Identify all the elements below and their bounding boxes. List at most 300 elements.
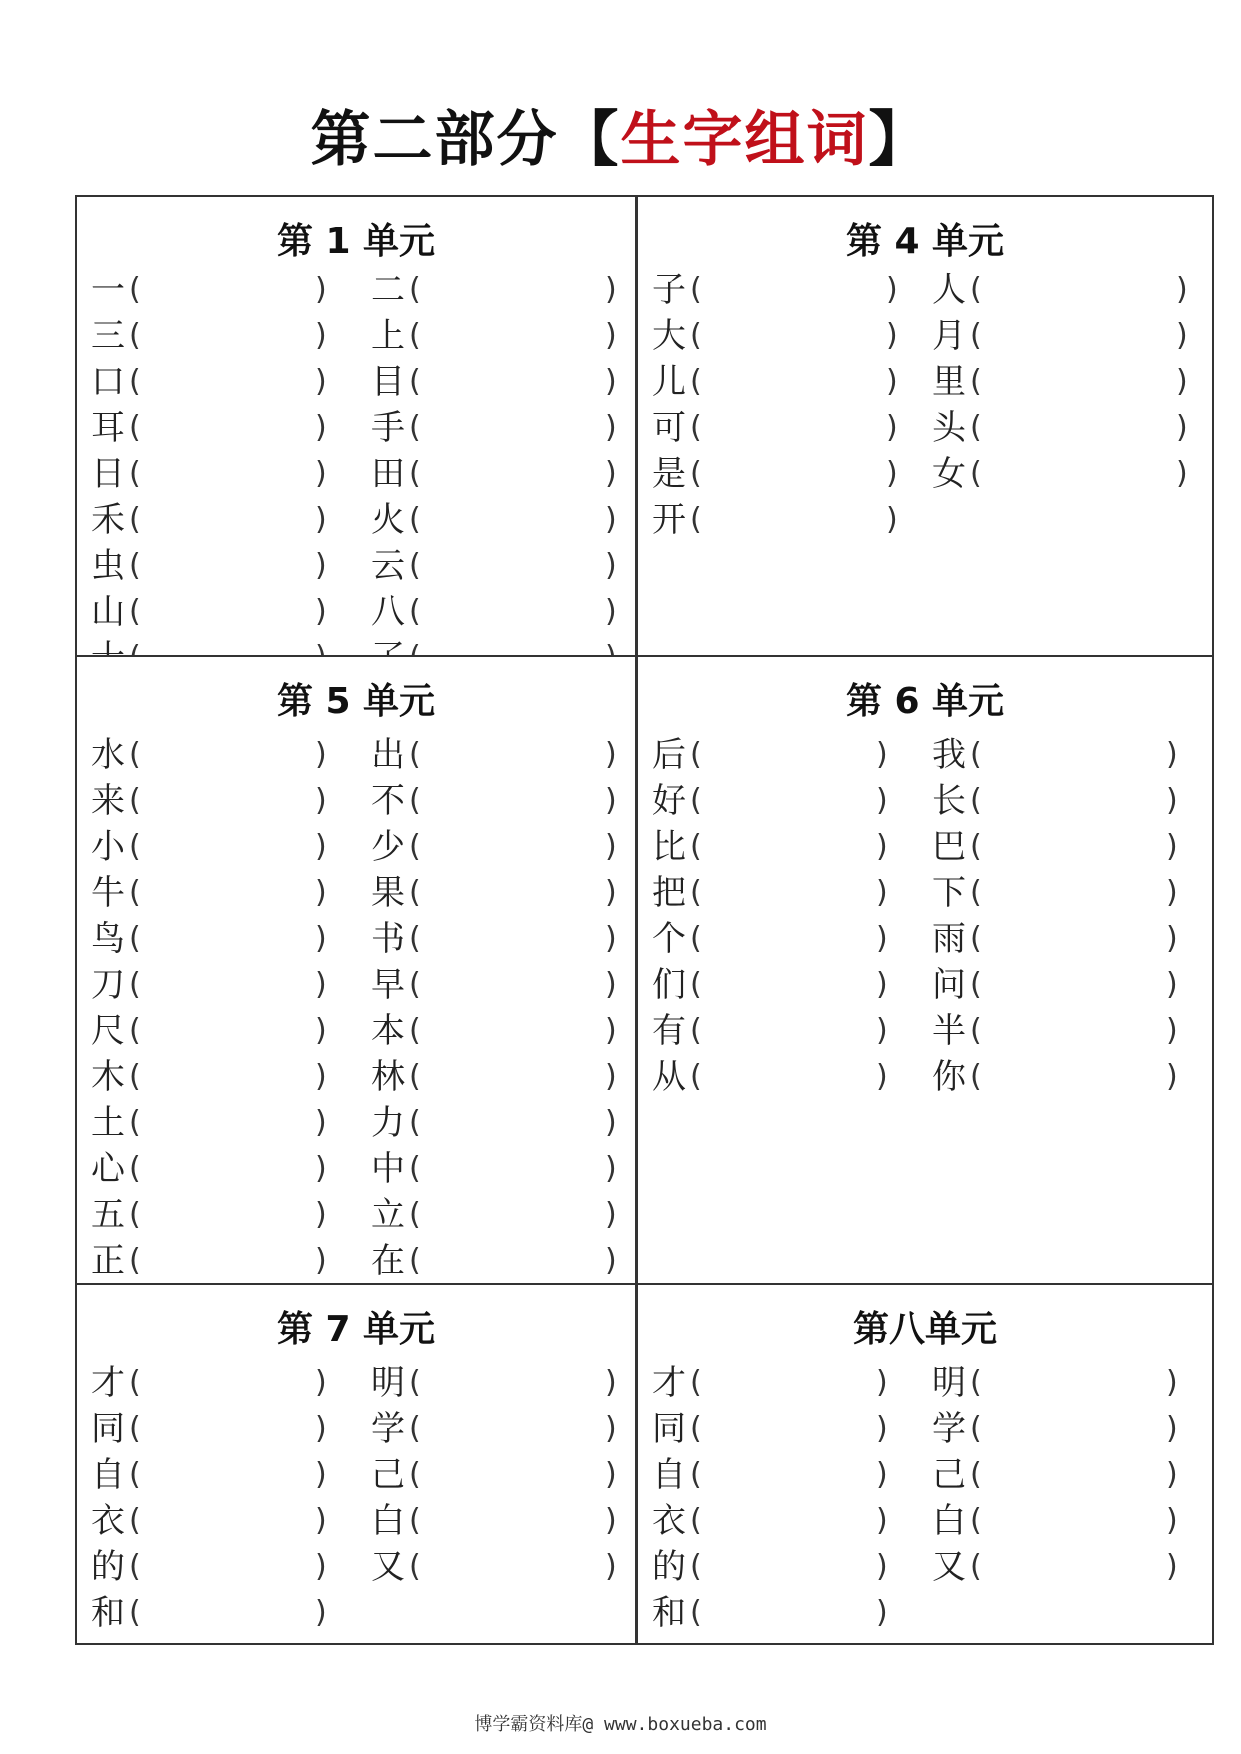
word-row (91, 870, 331, 916)
close-paren: ) (315, 1549, 327, 1584)
open-paren: ( (409, 456, 421, 491)
open-paren: ( (129, 1503, 141, 1538)
close-paren: ) (876, 737, 888, 772)
character: 比 (652, 827, 686, 867)
close-paren: ) (605, 737, 617, 772)
word-row (371, 1100, 621, 1146)
open-paren: ( (690, 875, 702, 910)
character: 的 (652, 1547, 686, 1587)
word-row (91, 1238, 331, 1284)
close-paren: ) (315, 875, 327, 910)
open-paren: ( (690, 364, 702, 399)
close-paren: ) (315, 1151, 327, 1186)
word-row (91, 732, 331, 778)
close-paren: ) (1166, 783, 1178, 818)
character: 目 (371, 362, 405, 402)
character: 同 (91, 1409, 125, 1449)
close-paren: ) (315, 967, 327, 1002)
close-paren: ) (605, 1105, 617, 1140)
character: 早 (371, 965, 405, 1005)
close-paren: ) (1166, 829, 1178, 864)
word-row (91, 778, 331, 824)
open-paren: ( (690, 921, 702, 956)
word-row (932, 359, 1192, 405)
word-row (371, 1192, 621, 1238)
open-paren: ( (970, 272, 982, 307)
open-paren: ( (409, 921, 421, 956)
word-row (91, 313, 331, 359)
character: 自 (91, 1455, 125, 1495)
open-paren: ( (970, 875, 982, 910)
unit-title: 第 5 单元 (276, 681, 436, 722)
open-paren: ( (129, 1595, 141, 1630)
left-column (91, 267, 331, 681)
word-row (371, 916, 621, 962)
character: 衣 (652, 1501, 686, 1541)
word-row (371, 824, 621, 870)
close-paren: ) (876, 1595, 888, 1630)
open-paren: ( (129, 921, 141, 956)
character: 五 (91, 1195, 125, 1235)
character: 立 (371, 1195, 405, 1235)
open-paren: ( (970, 410, 982, 445)
character: 才 (91, 1363, 125, 1403)
character: 耳 (91, 408, 125, 448)
open-paren: ( (409, 737, 421, 772)
character: 牛 (91, 873, 125, 913)
character: 本 (371, 1011, 405, 1051)
close-paren: ) (605, 502, 617, 537)
open-paren: ( (129, 548, 141, 583)
open-paren: ( (409, 1059, 421, 1094)
word-row (91, 1192, 331, 1238)
word-row (91, 497, 331, 543)
open-paren: ( (970, 1059, 982, 1094)
character: 月 (932, 316, 966, 356)
word-row (91, 1498, 331, 1544)
character: 刀 (91, 965, 125, 1005)
open-paren: ( (970, 1411, 982, 1446)
close-paren: ) (1166, 875, 1178, 910)
word-row (91, 1008, 331, 1054)
word-row (932, 405, 1192, 451)
word-row (91, 451, 331, 497)
close-paren: ) (605, 364, 617, 399)
open-paren: ( (690, 967, 702, 1002)
word-row (91, 1452, 331, 1498)
word-row (91, 1590, 331, 1636)
close-paren: ) (315, 318, 327, 353)
character: 明 (371, 1363, 405, 1403)
character: 人 (932, 270, 966, 310)
open-paren: ( (409, 1549, 421, 1584)
close-paren: ) (1166, 921, 1178, 956)
character: 中 (371, 1149, 405, 1189)
word-row (652, 1008, 892, 1054)
character: 后 (652, 735, 686, 775)
word-row (371, 543, 621, 589)
open-paren: ( (129, 318, 141, 353)
close-paren: ) (876, 1059, 888, 1094)
word-row (652, 267, 902, 313)
word-row (652, 916, 892, 962)
word-row (91, 1544, 331, 1590)
close-paren: ) (876, 1013, 888, 1048)
open-paren: ( (129, 1151, 141, 1186)
open-paren: ( (690, 829, 702, 864)
close-paren: ) (605, 1151, 617, 1186)
word-row (652, 870, 892, 916)
unit-title: 第 4 单元 (845, 221, 1005, 262)
open-paren: ( (970, 1457, 982, 1492)
unit-title: 第 6 单元 (845, 681, 1005, 722)
close-paren: ) (1176, 410, 1188, 445)
word-row (652, 1590, 892, 1636)
open-paren: ( (129, 502, 141, 537)
word-row (932, 870, 1182, 916)
open-paren: ( (970, 364, 982, 399)
close-paren: ) (605, 1503, 617, 1538)
close-paren: ) (886, 318, 898, 353)
character: 来 (91, 781, 125, 821)
close-paren: ) (315, 456, 327, 491)
word-row (371, 497, 621, 543)
word-row (652, 732, 892, 778)
open-paren: ( (129, 364, 141, 399)
character: 田 (371, 454, 405, 494)
open-paren: ( (690, 1365, 702, 1400)
close-paren: ) (605, 1013, 617, 1048)
character: 书 (371, 919, 405, 959)
right-column (371, 267, 621, 681)
open-paren: ( (970, 829, 982, 864)
character: 个 (652, 919, 686, 959)
close-paren: ) (315, 272, 327, 307)
right-column (932, 732, 1182, 1100)
close-paren: ) (605, 829, 617, 864)
close-paren: ) (876, 1411, 888, 1446)
character: 己 (932, 1455, 966, 1495)
character: 火 (371, 500, 405, 540)
word-row (91, 543, 331, 589)
open-paren: ( (690, 737, 702, 772)
word-row (371, 1360, 621, 1406)
close-paren: ) (605, 272, 617, 307)
open-paren: ( (409, 829, 421, 864)
character: 正 (91, 1241, 125, 1281)
word-row (932, 313, 1192, 359)
word-row (932, 1452, 1182, 1498)
open-paren: ( (409, 318, 421, 353)
close-paren: ) (1176, 272, 1188, 307)
open-paren: ( (129, 1365, 141, 1400)
character: 八 (371, 592, 405, 632)
open-paren: ( (409, 1243, 421, 1278)
open-paren: ( (690, 456, 702, 491)
word-row (652, 359, 902, 405)
close-paren: ) (605, 921, 617, 956)
open-paren: ( (970, 783, 982, 818)
character: 白 (371, 1501, 405, 1541)
close-paren: ) (315, 364, 327, 399)
character: 虫 (91, 546, 125, 586)
word-row (91, 1054, 331, 1100)
open-paren: ( (970, 1365, 982, 1400)
character: 下 (932, 873, 966, 913)
character: 大 (652, 316, 686, 356)
open-paren: ( (409, 594, 421, 629)
unit-box-7 (75, 1283, 637, 1645)
close-paren: ) (1166, 1503, 1178, 1538)
close-paren: ) (315, 1595, 327, 1630)
close-paren: ) (1166, 1059, 1178, 1094)
word-row (652, 962, 892, 1008)
character: 心 (91, 1149, 125, 1189)
close-paren: ) (886, 364, 898, 399)
close-paren: ) (886, 410, 898, 445)
close-paren: ) (1176, 318, 1188, 353)
character: 在 (371, 1241, 405, 1281)
word-row (932, 1054, 1182, 1100)
close-paren: ) (1166, 1411, 1178, 1446)
close-paren: ) (605, 1243, 617, 1278)
right-column (932, 1360, 1182, 1590)
unit-box-5 (75, 655, 637, 1285)
close-paren: ) (315, 1365, 327, 1400)
open-paren: ( (409, 875, 421, 910)
word-row (652, 778, 892, 824)
close-paren: ) (876, 967, 888, 1002)
close-paren: ) (605, 1549, 617, 1584)
close-paren: ) (605, 1457, 617, 1492)
open-paren: ( (690, 318, 702, 353)
unit-box-4 (636, 195, 1214, 657)
word-row (932, 267, 1192, 313)
character: 又 (371, 1547, 405, 1587)
character: 你 (932, 1057, 966, 1097)
word-row (932, 962, 1182, 1008)
word-row (371, 451, 621, 497)
character: 力 (371, 1103, 405, 1143)
close-paren: ) (605, 967, 617, 1002)
word-row (91, 1100, 331, 1146)
open-paren: ( (970, 967, 982, 1002)
word-row (932, 732, 1182, 778)
close-paren: ) (605, 1411, 617, 1446)
right-column (932, 267, 1192, 497)
character: 鸟 (91, 919, 125, 959)
word-row (932, 1544, 1182, 1590)
word-row (652, 1406, 892, 1452)
left-column (91, 732, 331, 1284)
word-row (932, 1498, 1182, 1544)
close-paren: ) (605, 410, 617, 445)
word-row (371, 267, 621, 313)
footer: 博学霸资料库@ www.boxueba.com (474, 1714, 767, 1735)
open-paren: ( (970, 1503, 982, 1538)
character: 头 (932, 408, 966, 448)
close-paren: ) (876, 1503, 888, 1538)
word-row (932, 1008, 1182, 1054)
close-paren: ) (605, 548, 617, 583)
character: 明 (932, 1363, 966, 1403)
character: 把 (652, 873, 686, 913)
character: 长 (932, 781, 966, 821)
open-paren: ( (129, 737, 141, 772)
character: 出 (371, 735, 405, 775)
word-row (371, 1452, 621, 1498)
open-paren: ( (690, 1411, 702, 1446)
character: 禾 (91, 500, 125, 540)
open-paren: ( (690, 502, 702, 537)
right-column (371, 1360, 621, 1590)
close-paren: ) (315, 1411, 327, 1446)
character: 我 (932, 735, 966, 775)
open-paren: ( (129, 1411, 141, 1446)
word-row (371, 778, 621, 824)
word-row (932, 916, 1182, 962)
open-paren: ( (970, 1549, 982, 1584)
word-row (371, 732, 621, 778)
word-row (652, 824, 892, 870)
close-paren: ) (605, 875, 617, 910)
character: 果 (371, 873, 405, 913)
word-row (91, 916, 331, 962)
word-row (652, 1054, 892, 1100)
word-row (371, 962, 621, 1008)
character: 问 (932, 965, 966, 1005)
word-row (371, 1406, 621, 1452)
open-paren: ( (409, 548, 421, 583)
close-paren: ) (886, 502, 898, 537)
character: 口 (91, 362, 125, 402)
open-paren: ( (129, 272, 141, 307)
open-paren: ( (409, 1013, 421, 1048)
word-row (371, 313, 621, 359)
character: 己 (371, 1455, 405, 1495)
word-row (932, 451, 1192, 497)
unit-title: 第 1 单元 (276, 221, 436, 262)
page-title (0, 92, 1241, 178)
character: 可 (652, 408, 686, 448)
character: 尺 (91, 1011, 125, 1051)
word-row (371, 1544, 621, 1590)
close-paren: ) (315, 1105, 327, 1140)
open-paren: ( (129, 829, 141, 864)
character: 们 (652, 965, 686, 1005)
close-paren: ) (315, 1059, 327, 1094)
word-row (91, 1146, 331, 1192)
close-paren: ) (315, 594, 327, 629)
close-paren: ) (1166, 1365, 1178, 1400)
character: 手 (371, 408, 405, 448)
character: 好 (652, 781, 686, 821)
open-paren: ( (409, 1365, 421, 1400)
unit-title: 第八单元 (852, 1309, 997, 1350)
close-paren: ) (315, 1197, 327, 1232)
title-main: 第二部分【 (310, 105, 621, 175)
unit-title: 第 7 单元 (276, 1309, 436, 1350)
open-paren: ( (970, 737, 982, 772)
character: 土 (91, 1103, 125, 1143)
word-row (91, 824, 331, 870)
open-paren: ( (690, 1595, 702, 1630)
open-paren: ( (409, 967, 421, 1002)
character: 小 (91, 827, 125, 867)
word-row (932, 778, 1182, 824)
character: 山 (91, 592, 125, 632)
character: 从 (652, 1057, 686, 1097)
word-row (91, 267, 331, 313)
close-paren: ) (1176, 456, 1188, 491)
open-paren: ( (129, 456, 141, 491)
word-row (371, 589, 621, 635)
character: 学 (371, 1409, 405, 1449)
open-paren: ( (690, 1013, 702, 1048)
character: 水 (91, 735, 125, 775)
close-paren: ) (315, 1457, 327, 1492)
character: 一 (91, 270, 125, 310)
close-paren: ) (605, 318, 617, 353)
word-row (371, 1498, 621, 1544)
character: 是 (652, 454, 686, 494)
close-paren: ) (876, 1457, 888, 1492)
open-paren: ( (970, 1013, 982, 1048)
character: 学 (932, 1409, 966, 1449)
close-paren: ) (315, 1503, 327, 1538)
word-row (652, 497, 902, 543)
close-paren: ) (605, 594, 617, 629)
close-paren: ) (605, 1059, 617, 1094)
character: 衣 (91, 1501, 125, 1541)
close-paren: ) (886, 456, 898, 491)
word-row (371, 1146, 621, 1192)
open-paren: ( (409, 1411, 421, 1446)
open-paren: ( (409, 410, 421, 445)
open-paren: ( (409, 1151, 421, 1186)
word-row (371, 1008, 621, 1054)
word-row (371, 405, 621, 451)
close-paren: ) (876, 783, 888, 818)
word-row (371, 1054, 621, 1100)
unit-box-1 (75, 195, 637, 657)
character: 又 (932, 1547, 966, 1587)
character: 同 (652, 1409, 686, 1449)
word-row (652, 1452, 892, 1498)
word-row (652, 1360, 892, 1406)
open-paren: ( (690, 1457, 702, 1492)
open-paren: ( (129, 1197, 141, 1232)
character: 和 (91, 1593, 125, 1633)
open-paren: ( (409, 1503, 421, 1538)
word-row (652, 313, 902, 359)
open-paren: ( (690, 1549, 702, 1584)
close-paren: ) (1166, 1457, 1178, 1492)
close-paren: ) (605, 456, 617, 491)
close-paren: ) (876, 829, 888, 864)
open-paren: ( (970, 318, 982, 353)
close-paren: ) (876, 1365, 888, 1400)
character: 和 (652, 1593, 686, 1633)
character: 雨 (932, 919, 966, 959)
word-row (932, 1360, 1182, 1406)
open-paren: ( (409, 502, 421, 537)
unit-box-8 (636, 1283, 1214, 1645)
title-highlight: 生字组词 (620, 105, 869, 175)
title-end: 】 (868, 105, 931, 175)
word-row (91, 962, 331, 1008)
close-paren: ) (315, 502, 327, 537)
